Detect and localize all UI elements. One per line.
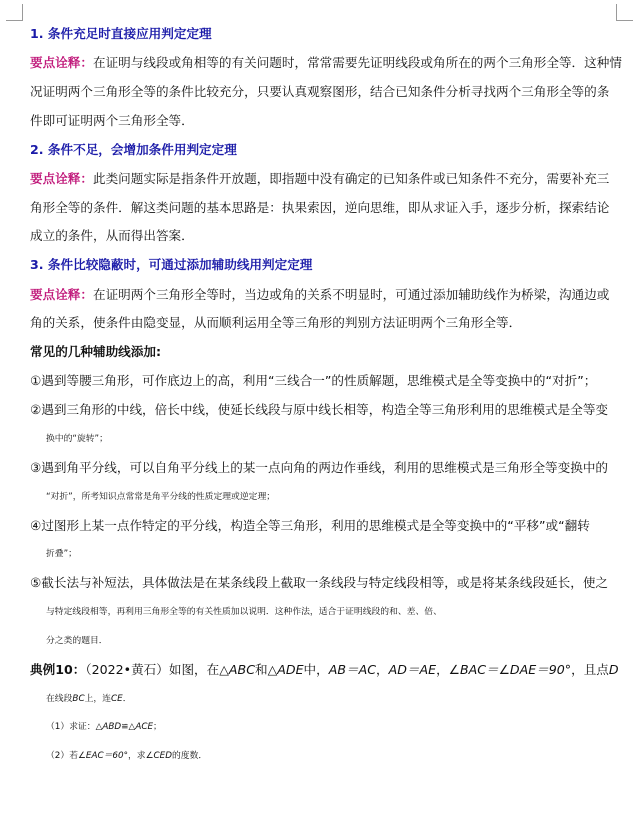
aux-item-3-continued: “对折”，所考知识点常常是角平分线的性质定理或逆定理； (46, 492, 276, 502)
section-2-paragraph-line (30, 169, 620, 189)
example-label: 典例10： (30, 662, 86, 677)
section-1-paragraph-line (30, 53, 620, 73)
aux-item-2-continued: 换中的“旋转”； (46, 434, 108, 444)
page-corner-mark-left (6, 4, 23, 21)
section-2-heading: 2. 条件不足，会增加条件用判定定理 (30, 142, 237, 157)
paragraph-text: 在证明与线段或角相等的有关问题时，常常需要先证明线段或角所在的两个三角形全等．这种情 (92, 55, 622, 70)
section-1-heading: 1. 条件充足时直接应用判定定理 (30, 26, 212, 41)
aux-lines-title: 常见的几种辅助线添加: (30, 344, 161, 359)
key-point-label: 要点诠释： (30, 55, 93, 70)
section-3-paragraph-line: 角的关系，使条件由隐变显，从而顺利运用全等三角形的判别方法证明两个三角形全等． (30, 315, 522, 330)
aux-item-5: ⑤截长法与补短法，具体做法是在某条线段上截取一条线段与特定线段相等，或是将某条线段延长，使之 (30, 575, 609, 590)
aux-item-5-continued: 分之类的题目． (46, 636, 108, 646)
example-statement-continued: 在线段BC上，连CE． (46, 694, 132, 704)
example-statement: 典例10：（2022•黄石）如图，在△ABC和△ADE中，AB＝AC，AD＝AE，∠BAC＝∠DAE＝90°，且点D (30, 662, 619, 677)
paragraph-text: 在证明两个三角形全等时，当边或角的关系不明显时，可通过添加辅助线作为桥梁，沟通边或 (92, 287, 610, 302)
page-corner-mark-right (616, 4, 633, 21)
key-point-label: 要点诠释： (30, 171, 93, 186)
aux-item-3: ③遇到角平分线，可以自角平分线上的某一点向角的两边作垂线，利用的思维模式是三角形全等变换中的 (30, 460, 609, 475)
section-2-paragraph-line: 角形全等的条件．解这类问题的基本思路是：执果索因，逆向思维，即从求证入手，逐步分析，探索结论 (30, 200, 610, 215)
aux-item-4-continued: 折叠”； (46, 549, 77, 559)
question-1: （1）求证：△ABD≌△ACE； (46, 722, 162, 732)
aux-item-5-continued: 与特定线段相等，再利用三角形全等的有关性质加以说明．这种作法，适合于证明线段的和、差、倍、 (46, 607, 442, 617)
aux-item-2: ②遇到三角形的中线，倍长中线，使延长线段与原中线长相等，构造全等三角形利用的思维模式是全等变 (30, 402, 609, 417)
aux-item-1: ①遇到等腰三角形，可作底边上的高，利用“三线合一”的性质解题，思维模式是全等变换中的“对折”； (30, 373, 597, 388)
section-2-paragraph-line: 成立的条件，从而得出答案． (30, 228, 194, 243)
question-2: （2）若∠EAC＝60°，求∠CED的度数． (46, 751, 208, 761)
section-3-heading: 3. 条件比较隐蔽时，可通过添加辅助线用判定定理 (30, 257, 313, 272)
key-point-label: 要点诠释： (30, 287, 93, 302)
paragraph-text: 此类问题实际是指条件开放题，即指题中没有确定的已知条件或已知条件不充分，需要补充三 (92, 171, 610, 186)
section-3-paragraph-line (30, 285, 620, 305)
section-1-paragraph-line: 况证明两个三角形全等的条件比较充分，只要认真观察图形，结合已知条件分析寻找两个三角形全等的条 (30, 84, 610, 99)
aux-item-4: ④过图形上某一点作特定的平分线，构造全等三角形，利用的思维模式是全等变换中的“平移”或“翻转 (30, 518, 590, 533)
section-1-paragraph-line: 件即可证明两个三角形全等． (30, 113, 194, 128)
